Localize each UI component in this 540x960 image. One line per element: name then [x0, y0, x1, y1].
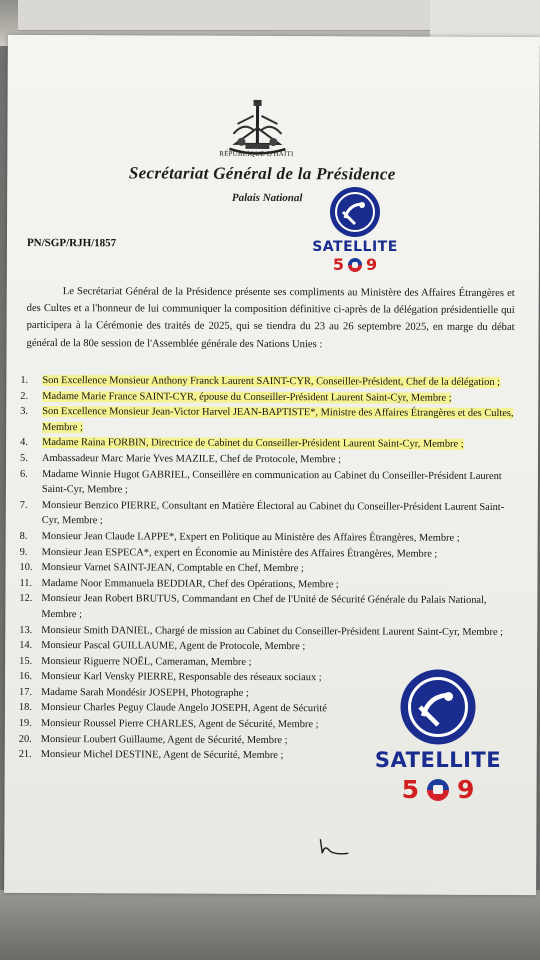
seal-caption: RÉPUBLIQUE D'HAÏTI: [219, 149, 294, 159]
member-number: 4.: [20, 437, 28, 449]
member-text: Monsieur Jean Robert BRUTUS, Commandant en Chef de l'Unité de Sécurité Générale du Palais National, Membre ;: [41, 593, 487, 621]
member-text: Madame Winnie Hugot GABRIEL, Conseillère en communication au Cabinet du Conseiller-Président Laurent Saint-Cyr, Membre ;: [41, 468, 502, 496]
member-text: Madame Sarah Mondésir JOSEPH, Photographe ;: [40, 686, 249, 699]
satellite-logo-icon: [329, 186, 381, 238]
member-number: 12.: [19, 593, 33, 605]
member-text: Madame Raina FORBIN, Directrice de Cabinet du Conseiller-Président Laurent Saint-Cyr, Membre ;: [42, 437, 464, 451]
member-number: 9.: [19, 546, 28, 558]
delegation-member-item: [20, 404, 520, 437]
member-number: 19.: [18, 717, 32, 730]
watermark-digit-left: 5: [401, 775, 419, 804]
member-text: Monsieur Charles Peguy Claude Angelo JOSEPH, Agent de Sécurité: [40, 702, 327, 715]
member-text: Monsieur Varnet SAINT-JEAN, Comptable en Chef, Membre ;: [41, 562, 304, 575]
reference-number: PN/SGP/RJH/1857: [26, 236, 117, 250]
delegation-member-item: [19, 591, 519, 624]
satellite-logo-icon: [399, 668, 477, 746]
member-number: 21.: [18, 749, 32, 761]
member-number: 6.: [19, 468, 28, 480]
satellite-watermark-bottom: [362, 668, 514, 802]
member-number: 1.: [20, 374, 29, 386]
member-number: 18.: [18, 702, 32, 714]
member-text: Monsieur Jean ESPECA*, expert en Économie au Ministère des Affaires Étrangères, Membre ;: [41, 546, 438, 560]
member-text: Monsieur Karl Vensky PIERRE, Responsable des réseaux sociaux ;: [41, 671, 322, 684]
member-text: Madame Noor Emmanuela BEDDIAR, Chef des Opérations, Membre ;: [41, 577, 339, 591]
member-text: Monsieur Smith DANIEL, Chargé de mission au Cabinet du Conseiller-Président Laurent Saint-Cyr, Membre ;: [41, 624, 504, 638]
member-text: Monsieur Michel DESTINE, Agent de Sécurité, Membre ;: [40, 749, 284, 762]
member-text: Monsieur Riguerre NOËL, Cameraman, Membre ;: [41, 655, 252, 668]
haiti-flag-icon: [348, 258, 362, 272]
watermark-number: [300, 257, 410, 273]
member-text: Monsieur Benzico PIERRE, Consultant en Matière Électoral au Cabinet du Conseiller-Président Laurent Saint-Cyr, Membre ;: [41, 499, 505, 527]
member-number: 2.: [20, 390, 29, 402]
member-text: Son Excellence Monsieur Anthony Franck Laurent SAINT-CYR, Conseiller-Président, Chef de la délégation ;: [42, 374, 501, 388]
handwritten-signature: [316, 837, 352, 857]
member-number: 10.: [19, 562, 33, 574]
member-text: Monsieur Pascal GUILLAUME, Agent de Protocole, Membre ;: [41, 640, 306, 653]
intro-paragraph: Le Secrétariat Général de la Présidence présente ses compliments au Ministère des Affaires Étrangères et des Cultes et a l'honneur de lui communiquer la composition définitive ci-après de la délégation présidentielle qui participera à la Cérémonie des traités de 2025, qui se tiendra du 23 au 26 septembre 2025, en marge du débat général de la 80e session de l'Assemblée générale des Nations Unies :: [26, 286, 515, 350]
member-text: Ambassadeur Marc Marie Yves MAZILE, Chef de Protocole, Membre ;: [42, 452, 342, 466]
watermark-digit-right: 9: [457, 775, 475, 804]
watermark-digit-right: 9: [366, 255, 378, 274]
member-number: 16.: [19, 671, 33, 683]
member-number: 11.: [19, 577, 33, 589]
background-bottom: [0, 890, 540, 960]
watermark-number: [362, 777, 514, 802]
member-text: Monsieur Jean Claude LAPPE*, Expert en Politique au Ministère des Affaires Étrangères, Membre ;: [41, 530, 460, 544]
haiti-flag-icon: [427, 779, 449, 801]
member-text: Madame Marie France SAINT-CYR, épouse du Conseiller-Président Laurent Saint-Cyr, Membre ;: [42, 390, 452, 404]
member-number: 5.: [20, 452, 28, 464]
watermark-digit-left: 5: [332, 255, 344, 274]
member-number: 15.: [19, 655, 33, 667]
member-number: 7.: [19, 499, 28, 511]
background-paper: [18, 0, 438, 31]
member-text: Son Excellence Monsieur Jean-Victor Harvel JEAN-BAPTISTE*, Ministre des Affaires Étrangères et des Cultes, Membre ;: [42, 406, 514, 433]
letterhead-title: Secrétariat Général de la Présidence: [128, 163, 396, 184]
member-number: 8.: [19, 530, 28, 542]
member-number: 14.: [19, 639, 33, 652]
letterhead-subtitle: Palais National: [231, 191, 303, 205]
member-number: 3.: [20, 406, 29, 418]
delegation-member-item: [20, 466, 520, 499]
member-number: 20.: [18, 733, 32, 745]
satellite-watermark-top: [300, 186, 410, 273]
member-text: Monsieur Roussel Pierre CHARLES, Agent de Sécurité, Membre ;: [40, 718, 319, 731]
member-number: 17.: [18, 686, 33, 698]
watermark-title: SATELLITE: [374, 748, 502, 772]
delegation-member-item: [20, 498, 520, 531]
member-number: 13.: [19, 624, 33, 636]
watermark-title: SATELLITE: [312, 239, 398, 255]
member-text: Monsieur Loubert Guillaume, Agent de Sécurité, Membre ;: [40, 733, 288, 746]
